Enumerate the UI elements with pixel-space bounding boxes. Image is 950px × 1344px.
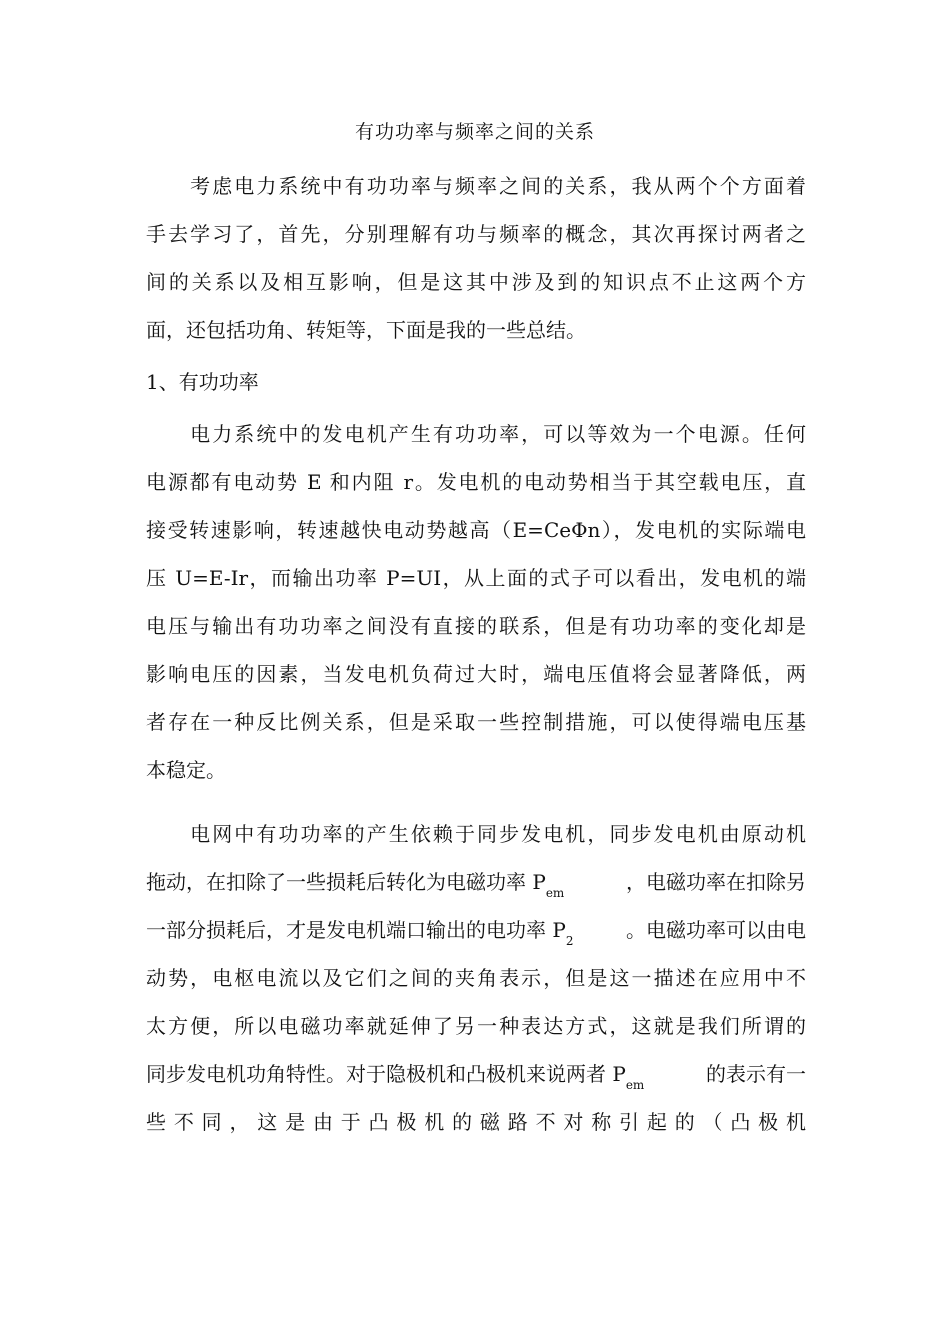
text-line: 压 U=E-Ir，而输出功率 P=UI，从上面的式子可以看出，发电机的端 [146,566,806,590]
text-segment: ，电磁功率在扣除另 [626,870,806,894]
text-line: 电网中有功功率的产生依赖于同步发电机，同步发电机由原动机 [146,822,806,846]
text-segment: 。电磁功率可以由电 [626,918,806,942]
text-line: 本稳定。 [146,758,226,782]
section-heading: 1、有功功率 [146,370,259,394]
subscript: em [545,886,565,900]
text-line: 太方便，所以电磁功率就延伸了另一种表达方式，这就是我们所谓的 [146,1014,806,1038]
text-line-with-subscript [146,1058,806,1090]
text-line: 考虑电力系统中有功功率与频率之间的关系，我从两个个方面着 [146,174,806,198]
subscript: em [625,1078,645,1092]
text-line: 间的关系以及相互影响，但是这其中涉及到的知识点不止这两个方 [146,270,806,294]
text-line: 手去学习了，首先，分别理解有功与频率的概念，其次再探讨两者之 [146,222,806,246]
text-line: 者存在一种反比例关系，但是采取一些控制措施，可以使得端电压基 [146,710,806,734]
text-line: 电源都有电动势 E 和内阻 r。发电机的电动势相当于其空载电压，直 [146,470,806,494]
document-title: 有功功率与频率之间的关系 [354,121,595,143]
text-segment: 一部分损耗后，才是发电机端口输出的电功率 $P_2$ [146,918,574,948]
text-line-with-subscript [146,866,806,898]
text-segment: 同步发电机功角特性。对于隐极机和凸极机来说两者 $P_{em}$ [146,1062,645,1092]
text-line: 电力系统中的发电机产生有功功率，可以等效为一个电源。任何 [146,422,806,446]
text-segment: 拖动，在扣除了一些损耗后转化为电磁功率 $P_{em}$ [146,870,565,900]
text-line: 影响电压的因素，当发电机负荷过大时，端电压值将会显著降低，两 [146,662,806,686]
text-line-with-subscript [146,914,806,946]
text-line: 动势，电枢电流以及它们之间的夹角表示，但是这一描述在应用中不 [146,966,806,990]
text-line: 电压与输出有功功率之间没有直接的联系，但是有功功率的变化却是 [146,614,806,638]
text-segment: 的表示有一 [706,1062,806,1086]
subscript: 2 [565,934,574,948]
text-line: 些不同，这是由于凸极机的磁路不对称引起的（凸极机 [146,1110,806,1134]
text-line: 面，还包括功角、转矩等，下面是我的一些总结。 [146,318,586,342]
text-line: 接受转速影响，转速越快电动势越高（E=CeΦn），发电机的实际端电 [146,518,806,542]
